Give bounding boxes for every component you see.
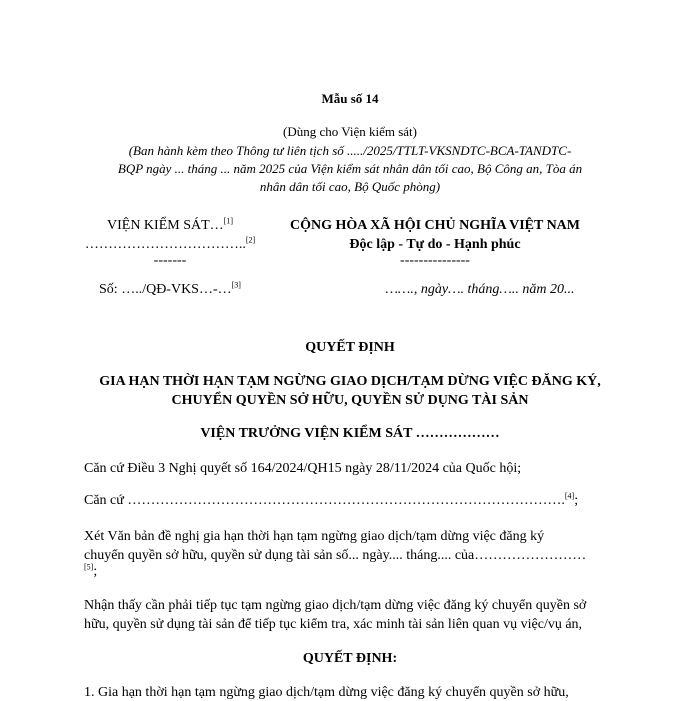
usage-note: (Dùng cho Viện kiểm sát) bbox=[282, 124, 417, 139]
document-title: QUYẾT ĐỊNH bbox=[305, 340, 395, 355]
article-1: 1. Gia hạn thời hạn tạm ngừng giao dịch/tạm dừng việc đăng ký chuyển quyền sở hữu, bbox=[84, 685, 569, 700]
legal-basis-2-text: Căn cứ …………………………………………………………………………………. bbox=[84, 493, 565, 508]
right-separator: --------------- bbox=[400, 253, 470, 268]
finding-line-1: Nhận thấy cần phải tiếp tục tạm ngừng giao dịch/tạm dừng việc đăng ký chuyển quyền sở bbox=[84, 598, 587, 613]
legal-basis-2-end: ; bbox=[574, 493, 579, 508]
decision-heading: QUYẾT ĐỊNH: bbox=[302, 651, 398, 666]
issued-with-line-3: nhân dân tối cao, Bộ Quốc phòng) bbox=[259, 179, 441, 194]
issued-with-line-1: (Ban hành kèm theo Thông tư liên tịch số ...../2025/TTLT-VKSNDTC-BCA-TANDTC- bbox=[128, 143, 572, 158]
finding-line-2: hữu, quyền sử dụng tài sản để tiếp tục kiểm tra, xác minh tài sản liên quan vụ việc/vụ án, bbox=[84, 617, 583, 632]
left-separator: ------- bbox=[153, 253, 187, 268]
footnote-ref-5: [5] bbox=[84, 562, 94, 572]
subject-line-2: CHUYỂN QUYỀN SỞ HỮU, QUYỀN SỬ DỤNG TÀI SẢN bbox=[171, 393, 529, 408]
issued-with-line-2: BQP ngày ... tháng ... năm 2025 của Viện kiểm sát nhân dân tối cao, Bộ Công an, Tòa án bbox=[117, 161, 583, 176]
place-date: ……., ngày…. tháng….. năm 20... bbox=[385, 282, 575, 297]
legal-basis-1: Căn cứ Điều 3 Nghị quyết số 164/2024/QH15 ngày 28/11/2024 của Quốc hội; bbox=[84, 461, 522, 476]
form-number: Mẫu số 14 bbox=[321, 91, 379, 106]
consideration-note bbox=[84, 564, 97, 580]
consideration-line-1: Xét Văn bản đề nghị gia hạn thời hạn tạm ngừng giao dịch/tạm dừng việc đăng ký bbox=[84, 529, 545, 544]
consideration-end: ; bbox=[93, 564, 98, 579]
agency-text: VIỆN KIỂM SÁT… bbox=[107, 218, 224, 233]
subject-line-1: GIA HẠN THỜI HẠN TẠM NGỪNG GIAO DỊCH/TẠM DỪNG VIỆC ĐĂNG KÝ, bbox=[99, 374, 601, 389]
nation-name: CỘNG HÒA XÃ HỘI CHỦ NGHĨA VIỆT NAM bbox=[289, 218, 580, 233]
national-motto: Độc lập - Tự do - Hạnh phúc bbox=[349, 237, 521, 252]
document-number bbox=[70, 282, 270, 298]
consideration-line-2: chuyển quyền sở hữu, quyền sử dụng tài sản số... ngày.... tháng.... của…………………… bbox=[84, 548, 587, 563]
footnote-ref-2: [2] bbox=[245, 235, 256, 245]
footnote-ref-1: [1] bbox=[223, 216, 233, 226]
agency-line-2-text: …………………………….. bbox=[84, 237, 246, 252]
issuing-authority: VIỆN TRƯỞNG VIỆN KIỂM SÁT ……………… bbox=[200, 426, 500, 441]
footnote-ref-4: [4] bbox=[564, 491, 575, 501]
footnote-ref-3: [3] bbox=[231, 280, 241, 290]
document-number-text: Số: …../QĐ-VKS…-… bbox=[99, 282, 232, 297]
agency-line-2 bbox=[70, 237, 270, 253]
legal-basis-2 bbox=[84, 493, 578, 509]
agency-name bbox=[70, 218, 270, 234]
